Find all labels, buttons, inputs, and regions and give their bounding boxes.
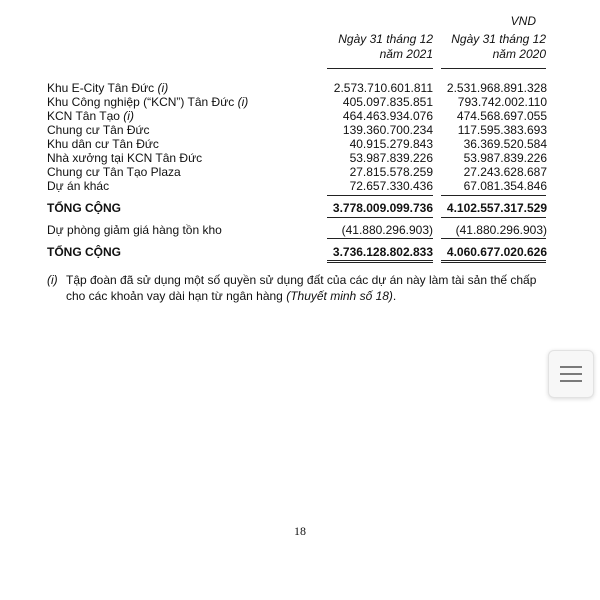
table-row — [47, 81, 547, 95]
header-underline — [441, 68, 546, 69]
page-number: 18 — [294, 524, 306, 538]
row-label: Khu dân cư Tân Đức — [47, 137, 159, 151]
total-double-rule — [441, 260, 546, 261]
subtotal-2021: 3.778.009.099.736 — [332, 201, 433, 215]
value-2021: 53.987.839.226 — [349, 151, 433, 165]
subtotal-row — [47, 201, 547, 215]
footnote-reference: (Thuyết minh số 18) — [286, 289, 393, 303]
table-row — [47, 165, 547, 179]
value-2020: 117.595.383.693 — [457, 123, 547, 137]
cropped-text-line — [40, 0, 360, 2]
value-2020: 67.081.354.846 — [463, 179, 547, 193]
row-label: Chung cư Tân Tạo Plaza — [47, 165, 181, 179]
document-page: VND Ngày 31 tháng 12 năm 2021 Ngày 31 tháng 12 năm 2020 Khu E-City Tân Đức (i) 2.573.710.601.811 2.531.968.891.328 Khu Công nghiệp (“KCN”) Tân Đức (i) 405.097.835.851 793.742.002.110 KCN Tân Tạo (i) 464.463.934.076 474.568.697.055 Chung cư Tân Đức 139.360.700.234 117.595.383.693 Khu dân cư Tân Đức 40.915.279.843 36.369.520.584 Nhà xưởng tại KCN Tân Đức 53.987.839.226 53.987.839.226 Chung cư Tân Tạo Plaza 27.815.578.259 27.243.628.687 Dự án khác 72.657.330.436 67.081.354.846 TỔNG CỘNG 3.778.009.099.736 4.102.557.317.529 Dự phòng giảm giá hàng tồn kho (41.880.296.903) (41.880.296.903) TỔNG CỘNG 3.736.128.802.833 4.060.677.020.626 (i) Tập đoàn đã sử dụng một số quyền sử dụng đất của các dự án này làm tài sản thế chấp cho các khoản vay dài hạn từ ngân hàng (Thuyết minh số 18). 18 — [0, 0, 600, 600]
value-2020: 36.369.520.584 — [463, 137, 547, 151]
menu-button[interactable] — [548, 350, 594, 398]
table-row — [47, 179, 547, 193]
footnote-text: Tập đoàn đã sử dụng một số quyền sử dụng đất của các dự án này làm tài sản thế chấp cho các khoản vay dài hạn từ ngân hàng — [66, 273, 537, 303]
value-2021: 139.360.700.234 — [342, 123, 433, 137]
total-label: TỔNG CỘNG — [47, 245, 121, 259]
value-2020: 793.742.002.110 — [457, 95, 547, 109]
provision-label: Dự phòng giảm giá hàng tồn kho — [47, 223, 222, 237]
total-2021: 3.736.128.802.833 — [332, 245, 433, 259]
table-row — [47, 151, 547, 165]
subtotal-2020: 4.102.557.317.529 — [446, 201, 547, 215]
row-marker: (i) — [157, 81, 169, 95]
subtotal-rule — [327, 195, 433, 196]
row-label: Chung cư Tân Đức — [47, 123, 150, 137]
row-label: KCN Tân Tạo — [47, 109, 120, 123]
row-label: Khu Công nghiệp (“KCN”) Tân Đức — [47, 95, 235, 109]
total-double-rule — [327, 262, 433, 263]
value-2021: 2.573.710.601.811 — [333, 81, 433, 95]
value-2021: 405.097.835.851 — [342, 95, 433, 109]
value-2021: 464.463.934.076 — [342, 109, 433, 123]
row-label: Khu E-City Tân Đức — [47, 81, 155, 95]
provision-row — [47, 223, 547, 237]
value-2020: 53.987.839.226 — [463, 151, 547, 165]
row-label: Dự án khác — [47, 179, 110, 193]
total-double-rule — [441, 262, 546, 263]
value-2021: 27.815.578.259 — [349, 165, 433, 179]
subtotal-rule — [441, 195, 546, 196]
total-row — [47, 245, 547, 259]
row-marker: (i) — [237, 95, 249, 109]
table-row — [47, 95, 547, 109]
currency-unit: VND — [510, 14, 536, 28]
total-rule — [441, 238, 546, 239]
total-rule — [327, 238, 433, 239]
row-label: Nhà xưởng tại KCN Tân Đức — [47, 151, 203, 165]
row-marker: (i) — [123, 109, 134, 123]
column-header-2021: Ngày 31 tháng 12 năm 2021 — [338, 32, 433, 61]
value-2021: 72.657.330.436 — [349, 179, 433, 193]
column-header-2020: Ngày 31 tháng 12 năm 2020 — [451, 32, 546, 61]
subtotal-label: TỔNG CỘNG — [47, 201, 121, 215]
subtotal-bottom-rule — [441, 217, 546, 218]
subtotal-bottom-rule — [327, 217, 433, 218]
total-double-rule — [327, 260, 433, 261]
table-row — [47, 123, 547, 137]
menu-icon — [560, 366, 582, 368]
table-row — [47, 109, 547, 123]
footnote-marker: (i) — [47, 273, 58, 287]
value-2021: 40.915.279.843 — [349, 137, 433, 151]
provision-2021: (41.880.296.903) — [341, 223, 433, 237]
header-underline — [327, 68, 433, 69]
value-2020: 27.243.628.687 — [463, 165, 547, 179]
table-row — [47, 137, 547, 151]
value-2020: 474.568.697.055 — [456, 109, 547, 123]
value-2020: 2.531.968.891.328 — [446, 81, 547, 95]
total-2020: 4.060.677.020.626 — [446, 245, 547, 259]
provision-2020: (41.880.296.903) — [455, 223, 547, 237]
